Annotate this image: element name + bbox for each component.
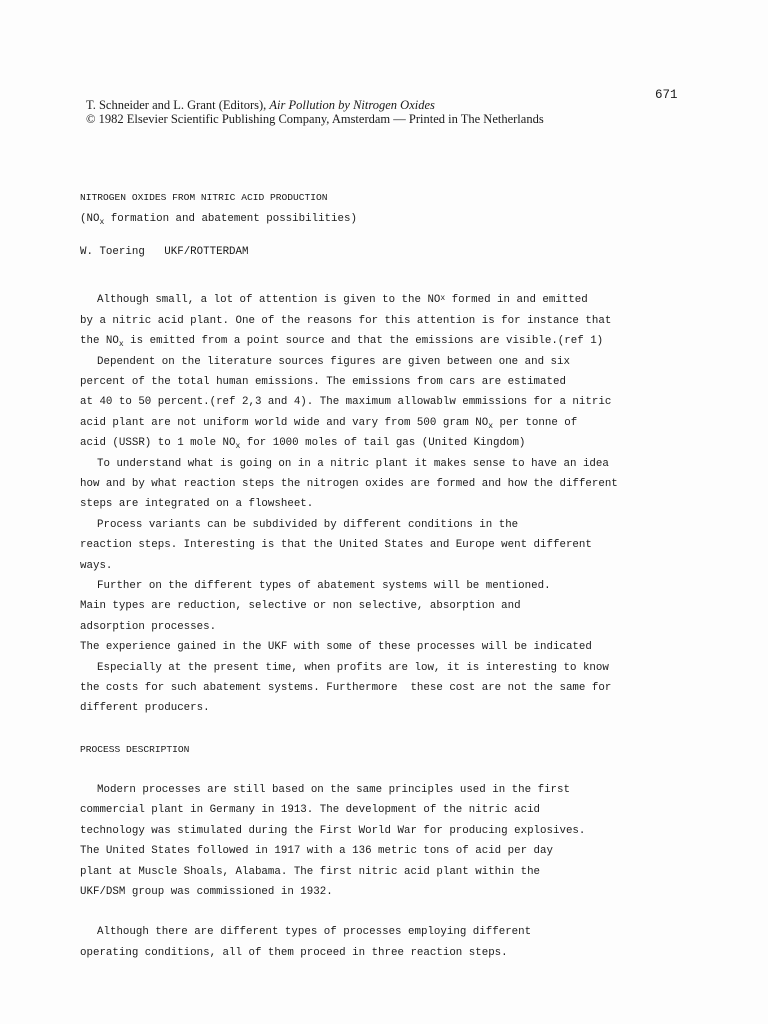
body-line: To understand what is going on in a nitric plant it makes sense to have an idea <box>97 458 609 470</box>
article-title: NITROGEN OXIDES FROM NITRIC ACID PRODUCTION <box>80 192 328 203</box>
body-line: the costs for such abatement systems. Furthermore these cost are not the same for <box>80 682 612 694</box>
citation-editors: T. Schneider and L. Grant (Editors), <box>86 98 270 112</box>
body-line: reaction steps. Interesting is that the United States and Europe went different <box>80 539 592 551</box>
citation-book-title: Air Pollution by Nitrogen Oxides <box>269 98 435 112</box>
author-line <box>80 246 248 258</box>
body-line: steps are integrated on a flowsheet. <box>80 498 314 510</box>
body-line: different producers. <box>80 702 210 714</box>
article-subtitle: ($NO_x$ formation and abatement possibilities) <box>80 213 357 227</box>
body-line: Main types are reduction, selective or non selective, absorption and <box>80 600 521 612</box>
body-line: Process variants can be subdivided by different conditions in the <box>97 519 519 531</box>
body-line: ways. <box>80 560 113 572</box>
section-line: UKF/DSM group was commissioned in 1932. <box>80 886 333 898</box>
section-line: technology was stimulated during the First World War for producing explosives. <box>80 825 586 837</box>
body-line: by a nitric acid plant. One of the reasons for this attention is for instance that <box>80 315 612 327</box>
author-name: W. Toering <box>80 246 145 258</box>
section-line: Modern processes are still based on the same principles used in the first <box>97 784 570 796</box>
section-heading: PROCESS DESCRIPTION <box>80 744 190 755</box>
section-line: The United States followed in 1917 with a 136 metric tons of acid per day <box>80 845 553 857</box>
body-line: how and by what reaction steps the nitrogen oxides are formed and how the different <box>80 478 618 490</box>
author-affiliation: UKF/ROTTERDAM <box>164 246 249 258</box>
body-line: acid plant are not uniform world wide and vary from 500 gram $NO_x$ per tonne of <box>80 417 578 431</box>
body-line: acid (USSR) to 1 mole $NO_x$ for 1000 moles of tail gas (United Kingdom) <box>80 437 526 451</box>
page-number: 671 <box>655 88 678 102</box>
section-line: plant at Muscle Shoals, Alabama. The first nitric acid plant within the <box>80 866 541 878</box>
body-line: adsorption processes. <box>80 621 217 633</box>
citation-line-1 <box>86 98 435 113</box>
body-line: The experience gained in the UKF with some of these processes will be indicated <box>80 641 592 653</box>
body-line: Dependent on the literature sources figures are given between one and six <box>97 356 570 368</box>
body-line: Further on the different types of abatement systems will be mentioned. <box>97 580 551 592</box>
section-line: commercial plant in Germany in 1913. The development of the nitric acid <box>80 804 541 816</box>
citation-line-2: © 1982 Elsevier Scientific Publishing Company, Amsterdam — Printed in The Netherlands <box>86 112 544 126</box>
body-line: percent of the total human emissions. The emissions from cars are estimated <box>80 376 566 388</box>
section-line: operating conditions, all of them proceed in three reaction steps. <box>80 947 508 959</box>
body-line: the $NO_x$ is emitted from a point source and that the emissions are visible.(ref 1) <box>80 335 604 349</box>
body-line: Especially at the present time, when profits are low, it is interesting to know <box>97 662 609 674</box>
body-line: Although small, a lot of attention is given to the NO x formed in and emitted <box>97 294 588 306</box>
section-line: Although there are different types of processes employing different <box>97 926 532 938</box>
body-line: at 40 to 50 percent.(ref 2,3 and 4). The maximum allowablw emmissions for a nitric <box>80 396 612 408</box>
